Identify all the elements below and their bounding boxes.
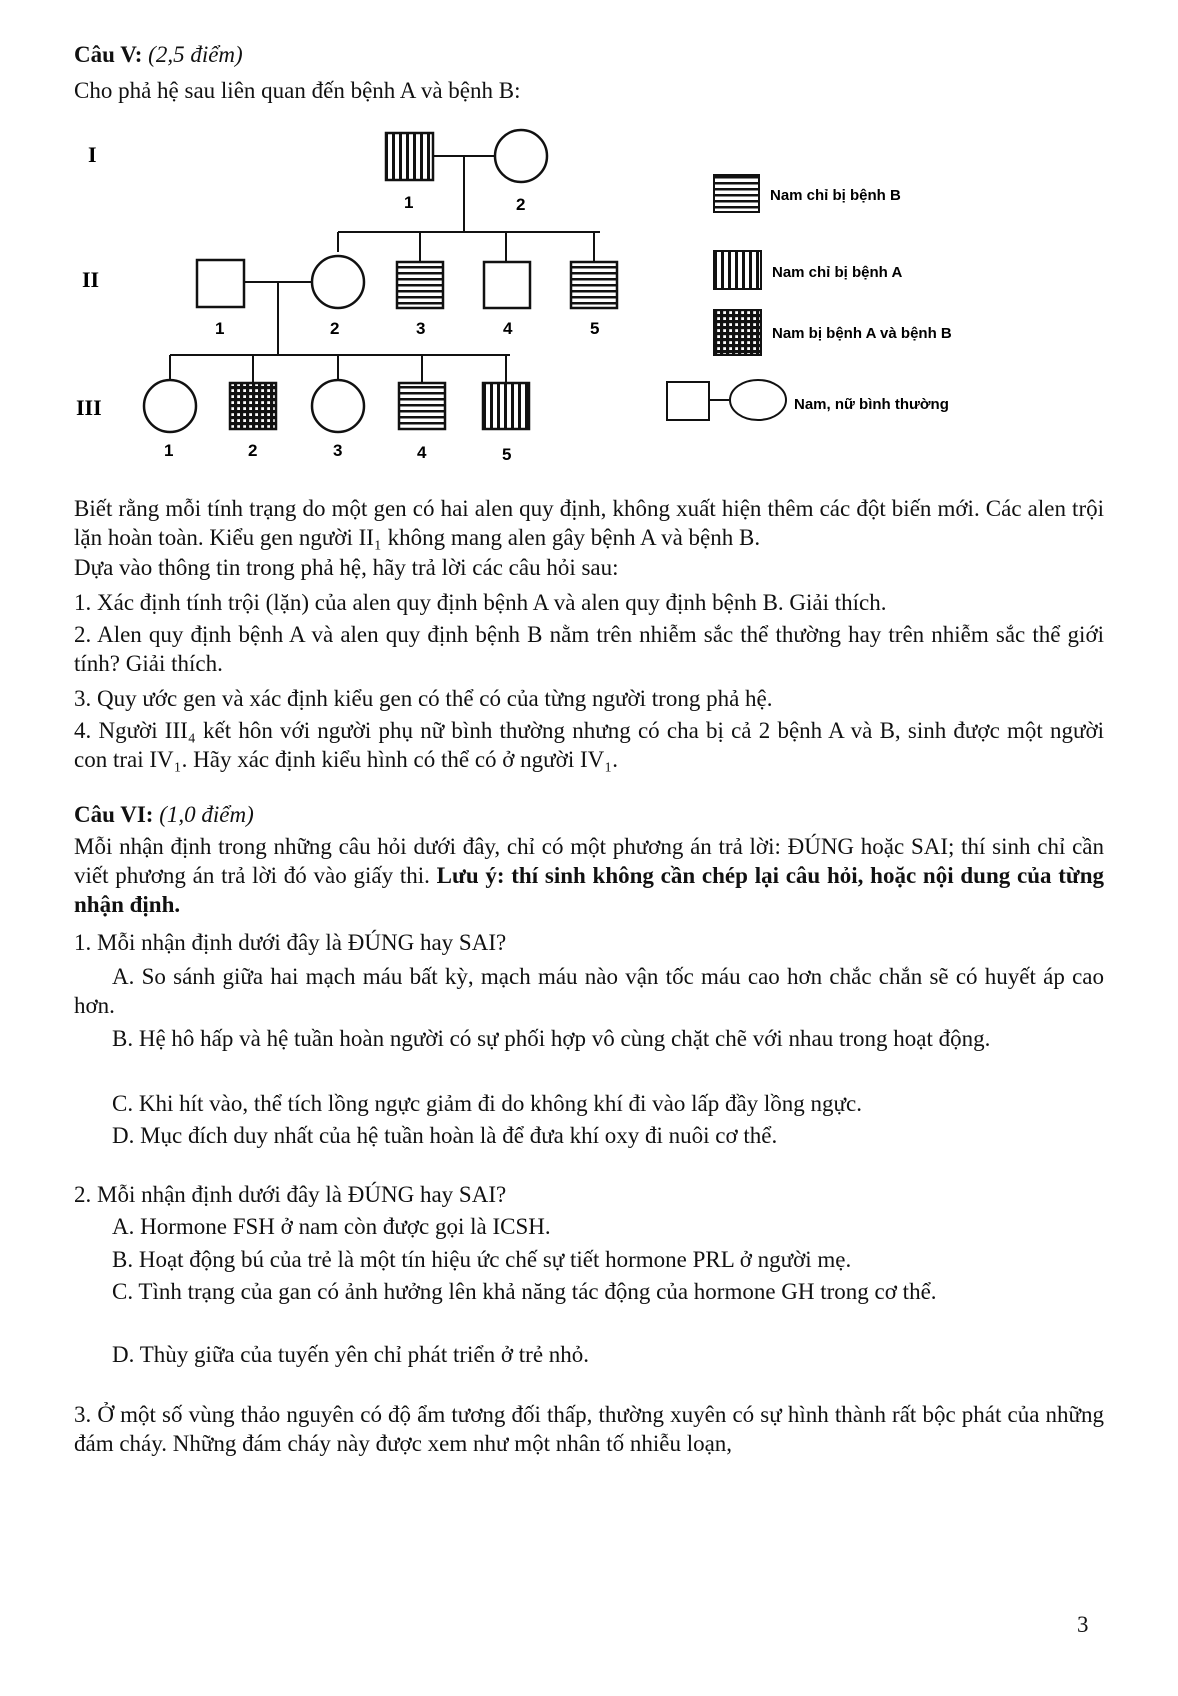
legend-normal-label: Nam, nữ bình thường bbox=[794, 396, 949, 413]
legend-b-only-swatch bbox=[714, 175, 759, 212]
III-4-number: 4 bbox=[417, 443, 427, 462]
q6-intro bbox=[74, 832, 1104, 919]
III-1-female-normal bbox=[144, 380, 196, 432]
III-5-number: 5 bbox=[502, 445, 512, 464]
III-2-male-disease-a-and-b bbox=[230, 383, 276, 429]
q5-title: Câu V: bbox=[74, 42, 143, 67]
II-3-male-disease-b bbox=[397, 262, 443, 308]
q6-s3: 3. Ở một số vùng thảo nguyên có độ ẩm tương đối thấp, thường xuyên có sự hình thành rất bộc phát của những đám cháy. Những đám cháy này được xem như một nhân tố nhiễu loạn, bbox=[74, 1402, 1104, 1456]
II-1-number: 1 bbox=[215, 319, 225, 338]
q5-paragraph-2: Dựa vào thông tin trong phả hệ, hãy trả lời các câu hỏi sau: bbox=[74, 555, 619, 580]
gen-label-1: I bbox=[88, 142, 97, 167]
legend-normal-male-swatch bbox=[667, 382, 709, 420]
page-number: 3 bbox=[1077, 1612, 1089, 1637]
q5-paragraph-1: Biết rằng mỗi tính trạng do một gen có hai alen quy định, không xuất hiện thêm các đột biến mới. Các alen trội lặn hoàn toàn. Kiểu gen người II₁ không mang alen gây bệnh A và bệnh B. bbox=[74, 496, 1104, 550]
gen-label-2: II bbox=[82, 267, 100, 292]
q6-s1-c: C. Khi hít vào, thể tích lồng ngực giảm đi do không khí đi vào lấp đầy lồng ngực. bbox=[112, 1091, 862, 1116]
q5-item-3: 3. Quy ước gen và xác định kiểu gen có thể có của từng người trong phả hệ. bbox=[74, 686, 773, 711]
legend-normal-female-swatch bbox=[730, 380, 786, 420]
q6-intro-text: Mỗi nhận định trong những câu hỏi dưới đây, chỉ có một phương án trả lời: ĐÚNG hoặc SAI; thí sinh chỉ cần viết phương án trả lời đó vào giấy thi. bbox=[74, 834, 1104, 888]
III-3-female-normal bbox=[312, 380, 364, 432]
legend-both-swatch bbox=[714, 310, 761, 355]
q6-s1-head: 1. Mỗi nhận định dưới đây là ĐÚNG hay SAI? bbox=[74, 930, 507, 955]
II-2-number: 2 bbox=[330, 319, 340, 338]
q5-item-4: 4. Người III₄ kết hôn với người phụ nữ bình thường nhưng có cha bị cả 2 bệnh A và B, sinh được một người con trai IV₁. Hãy xác định kiểu hình có thể có ở người IV₁. bbox=[74, 718, 1104, 772]
I-2-female-normal bbox=[495, 130, 547, 182]
II-4-male-normal bbox=[484, 262, 530, 308]
q6-s2-head: 2. Mỗi nhận định dưới đây là ĐÚNG hay SAI? bbox=[74, 1182, 507, 1207]
III-4-male-disease-b bbox=[399, 383, 445, 429]
gen-label-3: III bbox=[76, 395, 102, 420]
q5-header bbox=[74, 40, 1104, 69]
q6-s1-d: D. Mục đích duy nhất của hệ tuần hoàn là để đưa khí oxy đi nuôi cơ thể. bbox=[112, 1123, 778, 1148]
q6-note: Lưu ý: thí sinh không cần chép lại câu hỏi, hoặc nội dung của từng nhận định. bbox=[74, 863, 1104, 917]
II-2-female-normal bbox=[312, 256, 364, 308]
q5-item-1: 1. Xác định tính trội (lặn) của alen quy định bệnh A và alen quy định bệnh B. Giải thích. bbox=[74, 590, 887, 615]
q6-s2-d: D. Thùy giữa của tuyến yên chỉ phát triển ở trẻ nhỏ. bbox=[112, 1342, 590, 1367]
III-5-male-disease-a bbox=[483, 383, 529, 429]
q6-s2-a: A. Hormone FSH ở nam còn được gọi là ICSH. bbox=[112, 1214, 551, 1239]
II-1-male-normal bbox=[197, 260, 244, 307]
q6-title: Câu VI: bbox=[74, 802, 154, 827]
q5-points: (2,5 điểm) bbox=[148, 42, 243, 67]
q5-intro: Cho phả hệ sau liên quan đến bệnh A và bệnh B: bbox=[74, 78, 521, 103]
legend-b-only-label: Nam chỉ bị bệnh B bbox=[770, 187, 901, 204]
III-3-number: 3 bbox=[333, 441, 343, 460]
q6-s2-c: C. Tình trạng của gan có ảnh hưởng lên khả năng tác động của hormone GH trong cơ thể. bbox=[112, 1279, 937, 1304]
III-1-number: 1 bbox=[164, 441, 174, 460]
pedigree-diagram bbox=[0, 110, 1178, 480]
legend-a-only-label: Nam chỉ bị bệnh A bbox=[772, 264, 903, 281]
q6-s1-a: A. So sánh giữa hai mạch máu bất kỳ, mạch máu nào vận tốc máu cao hơn chắc chắn sẽ có huyết áp cao hơn. bbox=[74, 964, 1104, 1018]
II-5-number: 5 bbox=[590, 319, 600, 338]
legend-both-label: Nam bị bệnh A và bệnh B bbox=[772, 325, 952, 342]
II-3-number: 3 bbox=[416, 319, 426, 338]
legend bbox=[667, 175, 952, 420]
legend-a-only-swatch bbox=[714, 251, 761, 289]
II-4-number: 4 bbox=[503, 319, 513, 338]
I-2-number: 2 bbox=[516, 195, 526, 214]
q6-s1-b: B. Hệ hô hấp và hệ tuần hoàn người có sự phối hợp vô cùng chặt chẽ với nhau trong hoạt động. bbox=[112, 1026, 991, 1051]
I-1-number: 1 bbox=[404, 193, 414, 212]
q6-s2-b: B. Hoạt động bú của trẻ là một tín hiệu ức chế sự tiết hormone PRL ở người mẹ. bbox=[112, 1247, 852, 1272]
II-5-male-disease-b bbox=[571, 262, 617, 308]
q6-points: (1,0 điểm) bbox=[159, 802, 254, 827]
q6-header bbox=[74, 800, 1104, 829]
I-1-male-disease-a bbox=[386, 133, 433, 180]
III-2-number: 2 bbox=[248, 441, 258, 460]
q5-item-2: 2. Alen quy định bệnh A và alen quy định bệnh B nằm trên nhiễm sắc thể thường hay trên nhiễm sắc thể giới tính? Giải thích. bbox=[74, 622, 1104, 676]
